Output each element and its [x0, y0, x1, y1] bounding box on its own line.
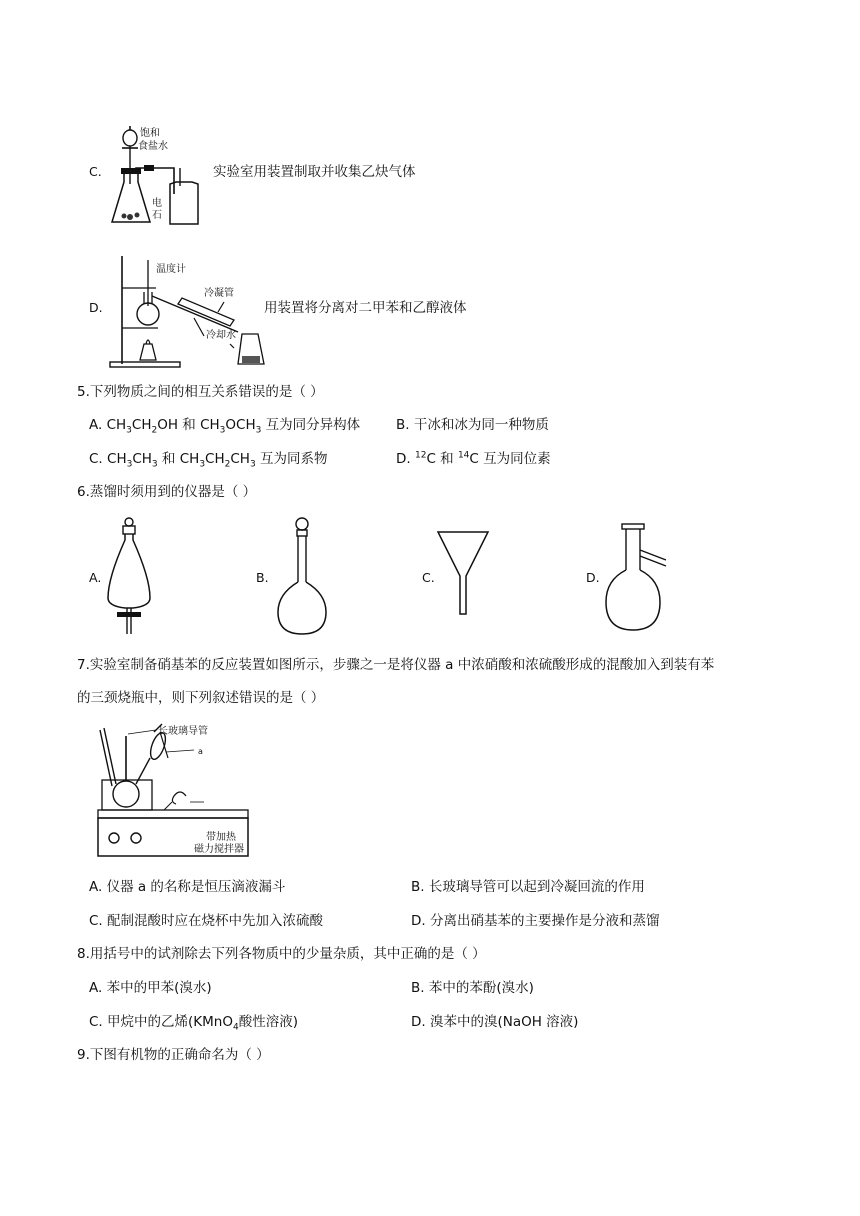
q8-option-b: B. 苯中的苯酚(溴水) — [411, 980, 534, 996]
label-calcium-carbide-1: 电 — [152, 198, 162, 209]
label-instrument-a: a — [198, 747, 203, 756]
q7-option-a: A. 仪器 a 的名称是恒压滴液漏斗 — [89, 879, 286, 895]
q5-option-b: B. 干冰和冰为同一种物质 — [396, 417, 549, 433]
volumetric-flask-icon — [276, 516, 328, 638]
q6-option-b-letter: B. — [256, 570, 269, 585]
q5-option-a: A. $CH_3CH_2OH$ 和 $CH_3OCH_3$ 互为同分异构体 — [89, 417, 361, 436]
q7-stem-line2: 的三颈烧瓶中，则下列叙述错误的是（ ） — [77, 690, 325, 706]
label-thermometer: 温度计 — [156, 264, 186, 275]
acetylene-apparatus-figure — [108, 124, 218, 230]
label-brine: 食盐水 — [138, 141, 168, 152]
label-saturated: 饱和 — [140, 128, 160, 139]
label-heating-2: 磁力搅拌器 — [194, 844, 244, 855]
nitrobenzene-apparatus-figure — [94, 718, 262, 860]
q8-stem: 8.用括号中的试剂除去下列各物质中的少量杂质，其中正确的是（ ） — [77, 946, 486, 962]
label-condenser: 冷凝管 — [204, 288, 234, 299]
q4-c-text: 实验室用装置制取并收集乙炔气体 — [213, 164, 416, 180]
q9-stem: 9.下图有机物的正确命名为（ ） — [77, 1047, 270, 1063]
q6-stem: 6.蒸馏时须用到的仪器是（ ） — [77, 484, 257, 500]
separatory-funnel-icon — [104, 516, 154, 638]
q5-option-c: C. $CH_3CH_3$ 和 $CH_3CH_2CH_3$ 互为同系物 — [89, 451, 328, 470]
q6-option-c-letter: C. — [422, 570, 435, 585]
label-long-glass-tube: 长玻璃导管 — [158, 726, 208, 737]
q8-option-d: D. 溴苯中的溴(NaOH 溶液) — [411, 1014, 579, 1030]
q6-option-d-letter: D. — [586, 570, 600, 585]
q6-option-a-letter: A. — [89, 570, 102, 585]
label-cooling-water: 冷却水 — [206, 330, 236, 341]
q5-option-d: D. $^{12}$C 和 $^{14}$C 互为同位素 — [396, 450, 551, 467]
q4-d-letter: D. — [89, 300, 103, 315]
q5-stem: 5.下列物质之间的相互关系错误的是（ ） — [77, 384, 324, 400]
q8-option-a: A. 苯中的甲苯(溴水) — [89, 980, 212, 996]
q8-option-c: C. 甲烷中的乙烯(KMnO$_4$酸性溶液) — [89, 1014, 298, 1033]
distillation-apparatus-figure — [108, 252, 268, 372]
q7-stem-line1: 7.实验室制备硝基苯的反应装置如图所示，步骤之一是将仪器 a 中浓硝酸和浓硫酸形成的混酸加入到装有苯 — [77, 657, 715, 673]
q7-option-b: B. 长玻璃导管可以起到冷凝回流的作用 — [411, 879, 645, 895]
label-calcium-carbide-2: 石 — [152, 210, 162, 221]
distilling-flask-icon — [604, 522, 680, 634]
q7-option-d: D. 分离出硝基苯的主要操作是分液和蒸馏 — [411, 913, 660, 929]
q4-d-text: 用装置将分离对二甲苯和乙醇液体 — [264, 300, 467, 316]
funnel-icon — [436, 530, 490, 616]
label-heating-1: 带加热 — [206, 832, 236, 843]
q4-c-letter: C. — [89, 164, 102, 179]
q7-option-c: C. 配制混酸时应在烧杯中先加入浓硫酸 — [89, 913, 324, 929]
